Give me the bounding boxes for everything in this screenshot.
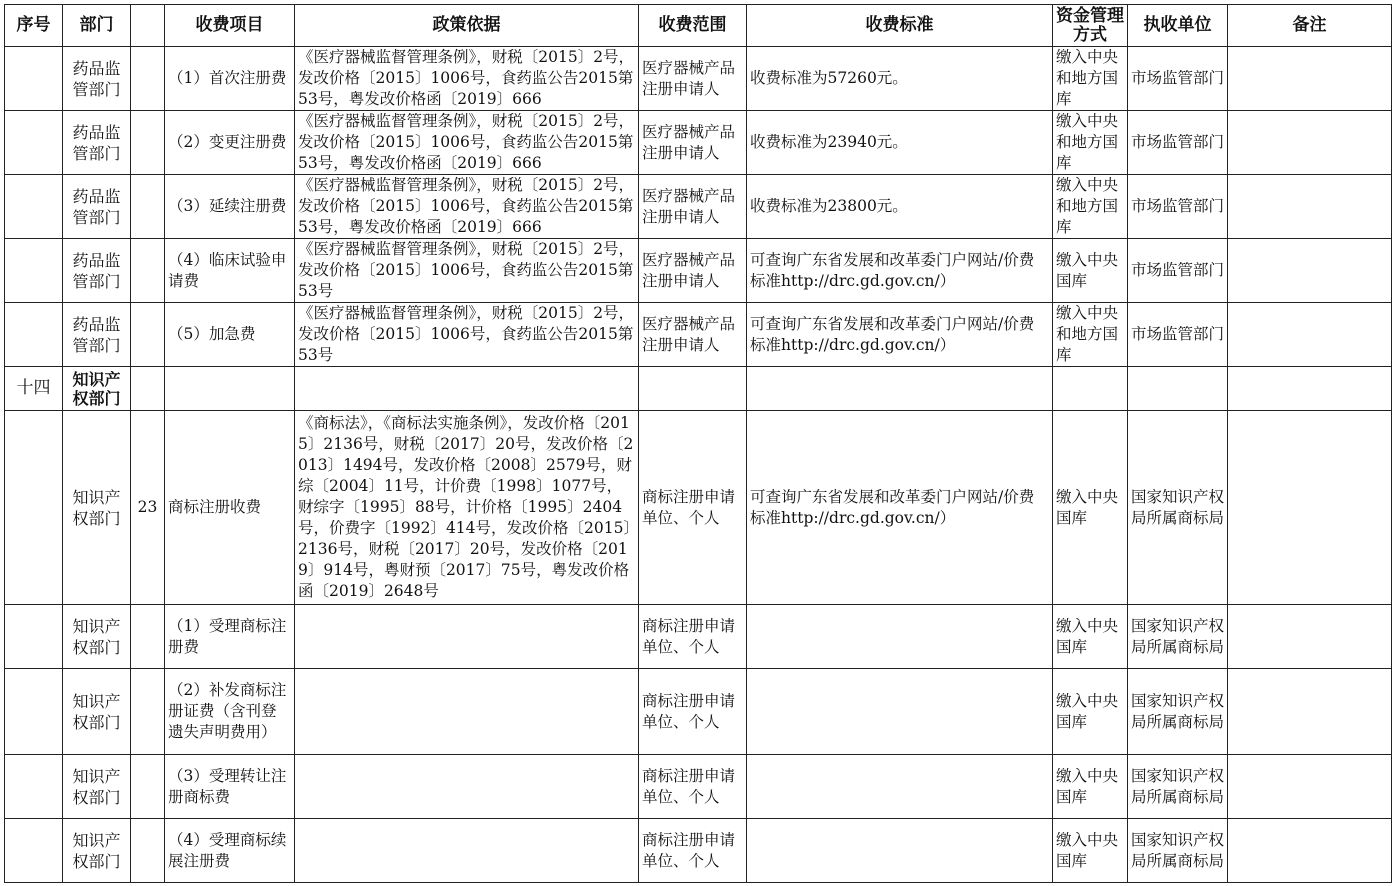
cell-note: [1228, 411, 1392, 605]
cell-policy: 《医疗器械监督管理条例》，财税〔2015〕2号，发改价格〔2015〕1006号，食药监公告2015第53号，粤发改价格函〔2019〕666: [295, 111, 639, 175]
table-row: [5, 755, 1392, 819]
table-row: [5, 669, 1392, 755]
cell-dept: 知识产权部门: [63, 755, 131, 819]
header-dept: 部门: [63, 5, 131, 47]
cell-unit: 市场监管部门: [1128, 239, 1228, 303]
header-unit: 执收单位: [1128, 5, 1228, 47]
cell-fund: 缴入中央国库: [1053, 605, 1128, 669]
cell-num: [131, 367, 165, 411]
cell-seq: [5, 755, 63, 819]
cell-seq: [5, 175, 63, 239]
cell-note: [1228, 367, 1392, 411]
cell-scope: 医疗器械产品注册申请人: [639, 239, 747, 303]
header-item: 收费项目: [165, 5, 295, 47]
cell-num: [131, 175, 165, 239]
cell-seq: [5, 819, 63, 883]
cell-num: 23: [131, 411, 165, 605]
cell-note: [1228, 175, 1392, 239]
cell-fund: 缴入中央国库: [1053, 239, 1128, 303]
cell-dept: 药品监管部门: [63, 175, 131, 239]
cell-item: （5）加急费: [165, 303, 295, 367]
header-num: [131, 5, 165, 47]
cell-item: 商标注册收费: [165, 411, 295, 605]
cell-unit: [1128, 367, 1228, 411]
cell-scope: 医疗器械产品注册申请人: [639, 111, 747, 175]
cell-seq: [5, 303, 63, 367]
header-note: 备注: [1228, 5, 1392, 47]
cell-fund: 缴入中央和地方国库: [1053, 303, 1128, 367]
cell-note: [1228, 303, 1392, 367]
cell-policy: [295, 755, 639, 819]
cell-note: [1228, 755, 1392, 819]
cell-item: （1）受理商标注册费: [165, 605, 295, 669]
cell-num: [131, 111, 165, 175]
cell-unit: 国家知识产权局所属商标局: [1128, 819, 1228, 883]
table-row: [5, 175, 1392, 239]
cell-policy: [295, 819, 639, 883]
cell-seq: [5, 411, 63, 605]
cell-num: [131, 819, 165, 883]
cell-scope: 商标注册申请单位、个人: [639, 669, 747, 755]
cell-scope: 医疗器械产品注册申请人: [639, 47, 747, 111]
cell-scope: 商标注册申请单位、个人: [639, 819, 747, 883]
cell-item: （2）变更注册费: [165, 111, 295, 175]
cell-num: [131, 239, 165, 303]
cell-unit: 市场监管部门: [1128, 47, 1228, 111]
cell-policy: 《商标法》，《商标法实施条例》，发改价格〔2015〕2136号，财税〔2017〕20号，发改价格〔2013〕1494号，发改价格〔2008〕2579号，财综〔2004〕11号，计价费〔1998〕1077号，财综字〔1995〕88号，计价格〔1995〕2404号，价费字〔1992〕414号，发改价格〔2015〕2136号，财税〔2017〕20号，发改价格〔2019〕914号，粤财预〔2017〕75号，粤发改价格函〔2019〕2648号: [295, 411, 639, 605]
cell-seq: [5, 111, 63, 175]
cell-unit: 国家知识产权局所属商标局: [1128, 411, 1228, 605]
cell-scope: 商标注册申请单位、个人: [639, 605, 747, 669]
cell-dept: 药品监管部门: [63, 303, 131, 367]
cell-scope: 医疗器械产品注册申请人: [639, 175, 747, 239]
fee-table: [4, 4, 1392, 883]
cell-item: （4）临床试验申请费: [165, 239, 295, 303]
cell-dept: 知识产权部门: [63, 669, 131, 755]
cell-dept: 知识产权部门: [63, 605, 131, 669]
header-seq: 序号: [5, 5, 63, 47]
table-row: [5, 605, 1392, 669]
cell-note: [1228, 111, 1392, 175]
cell-scope: 商标注册申请单位、个人: [639, 411, 747, 605]
cell-scope: 商标注册申请单位、个人: [639, 755, 747, 819]
table-row: [5, 819, 1392, 883]
cell-fund: 缴入中央国库: [1053, 411, 1128, 605]
cell-policy: [295, 367, 639, 411]
cell-fund: 缴入中央和地方国库: [1053, 175, 1128, 239]
cell-seq: [5, 239, 63, 303]
cell-standard: 收费标准为23800元。: [747, 175, 1053, 239]
cell-scope: [639, 367, 747, 411]
cell-standard: 可查询广东省发展和改革委门户网站/价费标准http://drc.gd.gov.cn/）: [747, 411, 1053, 605]
cell-unit: 市场监管部门: [1128, 303, 1228, 367]
cell-dept: 药品监管部门: [63, 47, 131, 111]
cell-dept: 知识产权部门: [63, 819, 131, 883]
cell-fund: 缴入中央国库: [1053, 669, 1128, 755]
cell-standard: [747, 669, 1053, 755]
cell-num: [131, 303, 165, 367]
cell-item: （3）受理转让注册商标费: [165, 755, 295, 819]
cell-standard: 可查询广东省发展和改革委门户网站/价费标准http://drc.gd.gov.cn/）: [747, 239, 1053, 303]
cell-note: [1228, 669, 1392, 755]
cell-dept: 知识产权部门: [63, 367, 131, 411]
cell-seq: [5, 47, 63, 111]
cell-policy: 《医疗器械监督管理条例》，财税〔2015〕2号，发改价格〔2015〕1006号，食药监公告2015第53号，粤发改价格函〔2019〕666: [295, 47, 639, 111]
header-policy: 政策依据: [295, 5, 639, 47]
header-row: [5, 5, 1392, 47]
cell-seq: [5, 669, 63, 755]
cell-item: （2）补发商标注册证费（含刊登遗失声明费用）: [165, 669, 295, 755]
cell-dept: 知识产权部门: [63, 411, 131, 605]
header-standard: 收费标准: [747, 5, 1053, 47]
cell-unit: 国家知识产权局所属商标局: [1128, 605, 1228, 669]
cell-policy: 《医疗器械监督管理条例》，财税〔2015〕2号，发改价格〔2015〕1006号，食药监公告2015第53号: [295, 303, 639, 367]
cell-item: [165, 367, 295, 411]
cell-dept: 药品监管部门: [63, 239, 131, 303]
cell-unit: 市场监管部门: [1128, 175, 1228, 239]
cell-unit: 市场监管部门: [1128, 111, 1228, 175]
header-scope: 收费范围: [639, 5, 747, 47]
cell-policy: [295, 669, 639, 755]
cell-policy: 《医疗器械监督管理条例》，财税〔2015〕2号，发改价格〔2015〕1006号，食药监公告2015第53号: [295, 239, 639, 303]
cell-standard: 收费标准为57260元。: [747, 47, 1053, 111]
cell-unit: 国家知识产权局所属商标局: [1128, 669, 1228, 755]
cell-note: [1228, 239, 1392, 303]
cell-num: [131, 669, 165, 755]
cell-note: [1228, 47, 1392, 111]
cell-standard: 可查询广东省发展和改革委门户网站/价费标准http://drc.gd.gov.cn/）: [747, 303, 1053, 367]
cell-standard: [747, 819, 1053, 883]
cell-standard: 收费标准为23940元。: [747, 111, 1053, 175]
cell-num: [131, 755, 165, 819]
cell-num: [131, 47, 165, 111]
cell-fund: 缴入中央和地方国库: [1053, 111, 1128, 175]
cell-policy: [295, 605, 639, 669]
cell-note: [1228, 605, 1392, 669]
cell-fund: [1053, 367, 1128, 411]
cell-num: [131, 605, 165, 669]
table-row: [5, 411, 1392, 605]
cell-standard: [747, 605, 1053, 669]
header-fund: 资金管理方式: [1053, 5, 1128, 47]
cell-item: （3）延续注册费: [165, 175, 295, 239]
cell-item: （4）受理商标续展注册费: [165, 819, 295, 883]
cell-seq: [5, 605, 63, 669]
cell-note: [1228, 819, 1392, 883]
cell-standard: [747, 755, 1053, 819]
section-row: [5, 367, 1392, 411]
cell-fund: 缴入中央国库: [1053, 819, 1128, 883]
table-row: [5, 111, 1392, 175]
table-row: [5, 303, 1392, 367]
cell-unit: 国家知识产权局所属商标局: [1128, 755, 1228, 819]
cell-standard: [747, 367, 1053, 411]
table-row: [5, 239, 1392, 303]
cell-dept: 药品监管部门: [63, 111, 131, 175]
cell-fund: 缴入中央和地方国库: [1053, 47, 1128, 111]
table-row: [5, 47, 1392, 111]
cell-seq: 十四: [5, 367, 63, 411]
cell-scope: 医疗器械产品注册申请人: [639, 303, 747, 367]
cell-policy: 《医疗器械监督管理条例》，财税〔2015〕2号，发改价格〔2015〕1006号，食药监公告2015第53号，粤发改价格函〔2019〕666: [295, 175, 639, 239]
cell-item: （1）首次注册费: [165, 47, 295, 111]
cell-fund: 缴入中央国库: [1053, 755, 1128, 819]
